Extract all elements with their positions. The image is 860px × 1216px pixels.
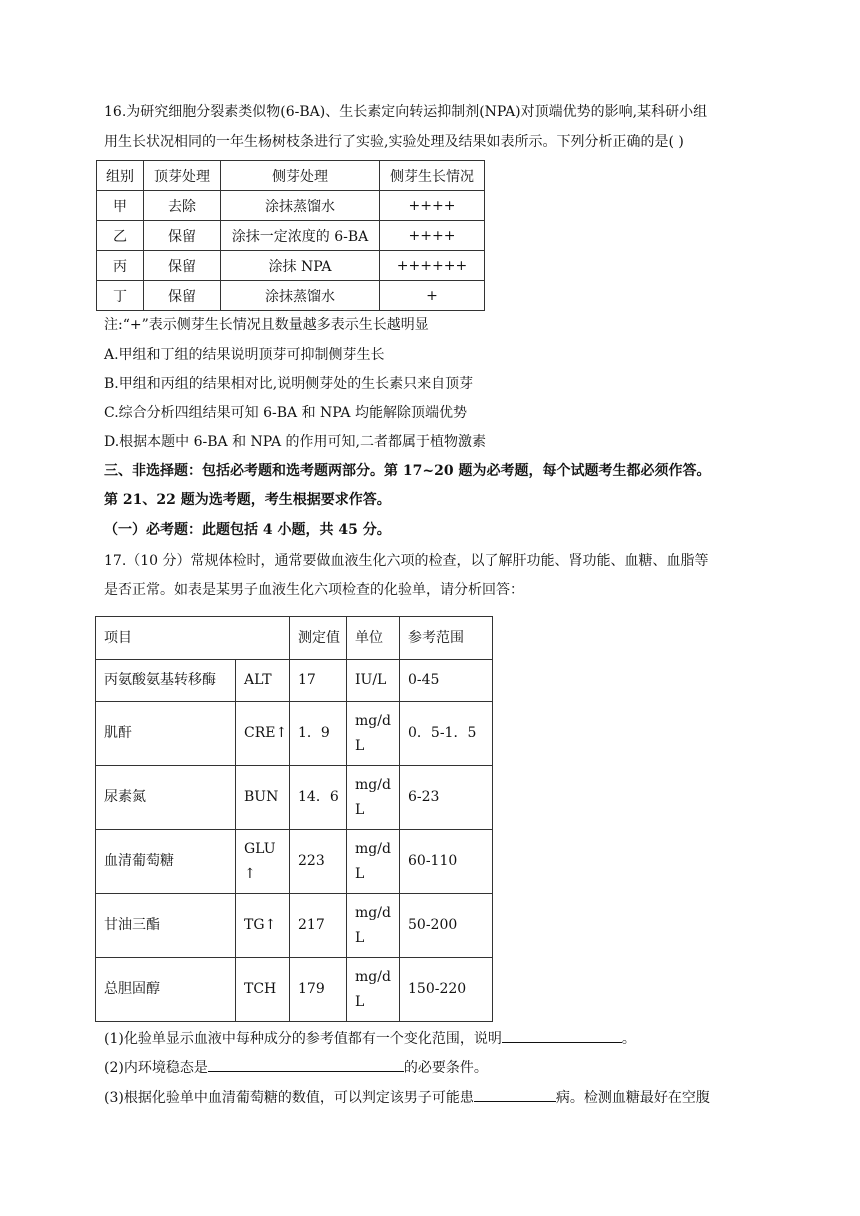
subquestion-text: 的必要条件。	[403, 1060, 488, 1076]
header-cell: 测定值	[290, 617, 347, 660]
table-cell: mg/dL	[347, 894, 400, 958]
section-heading-line2: 第 21、22 题为选考题，考生根据要求作答。	[104, 492, 391, 508]
table-cell: TG↑	[236, 894, 290, 958]
table-cell: ++++	[380, 191, 485, 221]
table-cell: GLU↑	[236, 830, 290, 894]
table-row	[96, 702, 493, 766]
table-cell: BUN	[236, 766, 290, 830]
section-heading-line1: 三、非选择题：包括必考题和选考题两部分。第 17~20 题为必考题，每个试题考生都必须作答。	[104, 463, 711, 479]
subquestion-text: (1)化验单显示血液中每种成分的参考值都有一个变化范围，说明	[104, 1031, 502, 1047]
table-cell: 14．6	[290, 766, 347, 830]
table-cell: CRE↑	[236, 702, 290, 766]
q16-stem-line2: 用生长状况相同的一年生杨树枝条进行了实验,实验处理及结果如表所示。下列分析正确的是( )	[104, 134, 684, 150]
table-cell: 17	[290, 660, 347, 702]
table-cell: ++++++	[380, 251, 485, 281]
table-cell: +	[380, 281, 485, 311]
table-cell: 丙	[97, 251, 144, 281]
q16-experiment-table	[96, 160, 485, 311]
table-cell: TCH	[236, 958, 290, 1022]
header-cell: 项目	[96, 617, 290, 660]
table-cell: 甘油三酯	[96, 894, 236, 958]
table-row	[97, 191, 485, 221]
table-cell: ALT	[236, 660, 290, 702]
table-cell: 保留	[144, 221, 221, 251]
q16-note: 注:“+”表示侧芽生长情况且数量越多表示生长越明显	[104, 317, 429, 333]
table-cell: 保留	[144, 281, 221, 311]
q16-option-b: B.甲组和丙组的结果相对比,说明侧芽处的生长素只来自顶芽	[104, 376, 474, 392]
q17-subquestion-3	[104, 1087, 710, 1108]
table-cell: 6-23	[400, 766, 493, 830]
table-cell: 50-200	[400, 894, 493, 958]
table-cell: mg/dL	[347, 702, 400, 766]
table-row	[96, 894, 493, 958]
q16-option-c: C.综合分析四组结果可知 6-BA 和 NPA 均能解除顶端优势	[104, 405, 467, 421]
table-cell: 0．5-1．5	[400, 702, 493, 766]
table-cell: ++++	[380, 221, 485, 251]
table-cell: 乙	[97, 221, 144, 251]
table-cell: 丁	[97, 281, 144, 311]
table-header-row	[97, 161, 485, 191]
table-cell: 丙氨酸氨基转移酶	[96, 660, 236, 702]
table-row	[97, 281, 485, 311]
table-cell: 保留	[144, 251, 221, 281]
table-cell: mg/dL	[347, 830, 400, 894]
table-cell: 0-45	[400, 660, 493, 702]
table-row	[96, 830, 493, 894]
table-cell: 217	[290, 894, 347, 958]
table-cell: 总胆固醇	[96, 958, 236, 1022]
table-cell: 60-110	[400, 830, 493, 894]
section-subheading: （一）必考题：此题包括 4 小题，共 45 分。	[104, 522, 391, 538]
table-cell: mg/dL	[347, 958, 400, 1022]
q17-lab-report-table	[95, 616, 493, 1022]
table-cell: 1．9	[290, 702, 347, 766]
header-cell: 侧芽处理	[221, 161, 380, 191]
table-row	[96, 958, 493, 1022]
q16-stem-line1: 16.为研究细胞分裂素类似物(6-BA)、生长素定向转运抑制剂(NPA)对顶端优势的影响,某科研小组	[104, 104, 708, 120]
table-cell: 涂抹 NPA	[221, 251, 380, 281]
answer-blank[interactable]	[502, 1028, 622, 1043]
table-row	[97, 221, 485, 251]
table-cell: 150-220	[400, 958, 493, 1022]
table-row	[96, 766, 493, 830]
q16-option-d: D.根据本题中 6-BA 和 NPA 的作用可知,二者都属于植物激素	[104, 434, 486, 450]
header-cell: 侧芽生长情况	[380, 161, 485, 191]
subquestion-text: 病。检测血糖最好在空腹	[555, 1090, 710, 1106]
table-cell: IU/L	[347, 660, 400, 702]
header-cell: 参考范围	[400, 617, 493, 660]
table-cell: 血清葡萄糖	[96, 830, 236, 894]
table-cell: 尿素氮	[96, 766, 236, 830]
table-cell: 涂抹蒸馏水	[221, 191, 380, 221]
table-cell: 涂抹一定浓度的 6-BA	[221, 221, 380, 251]
q16-option-a: A.甲组和丁组的结果说明顶芽可抑制侧芽生长	[104, 347, 385, 363]
q17-subquestion-2	[104, 1057, 488, 1078]
subquestion-text: (3)根据化验单中血清葡萄糖的数值，可以判定该男子可能患	[104, 1090, 474, 1106]
table-row	[97, 251, 485, 281]
table-cell: 涂抹蒸馏水	[221, 281, 380, 311]
table-cell: 179	[290, 958, 347, 1022]
table-cell: 甲	[97, 191, 144, 221]
answer-blank[interactable]	[208, 1057, 404, 1072]
header-cell: 组别	[97, 161, 144, 191]
header-cell: 单位	[347, 617, 400, 660]
header-cell: 顶芽处理	[144, 161, 221, 191]
answer-blank[interactable]	[474, 1087, 556, 1102]
table-cell: 肌酐	[96, 702, 236, 766]
table-cell: mg/dL	[347, 766, 400, 830]
subquestion-text: (2)内环境稳态是	[104, 1060, 208, 1076]
q17-subquestion-1	[104, 1028, 636, 1049]
table-cell: 去除	[144, 191, 221, 221]
q17-stem-line2: 是否正常。如表是某男子血液生化六项检查的化验单，请分析回答：	[104, 582, 524, 598]
q17-stem-line1: 17.（10 分）常规体检时，通常要做血液生化六项的检查，以了解肝功能、肾功能、血糖、血脂等	[104, 553, 709, 569]
table-header-row	[96, 617, 493, 660]
table-row	[96, 660, 493, 702]
table-cell: 223	[290, 830, 347, 894]
subquestion-text: 。	[621, 1031, 636, 1047]
